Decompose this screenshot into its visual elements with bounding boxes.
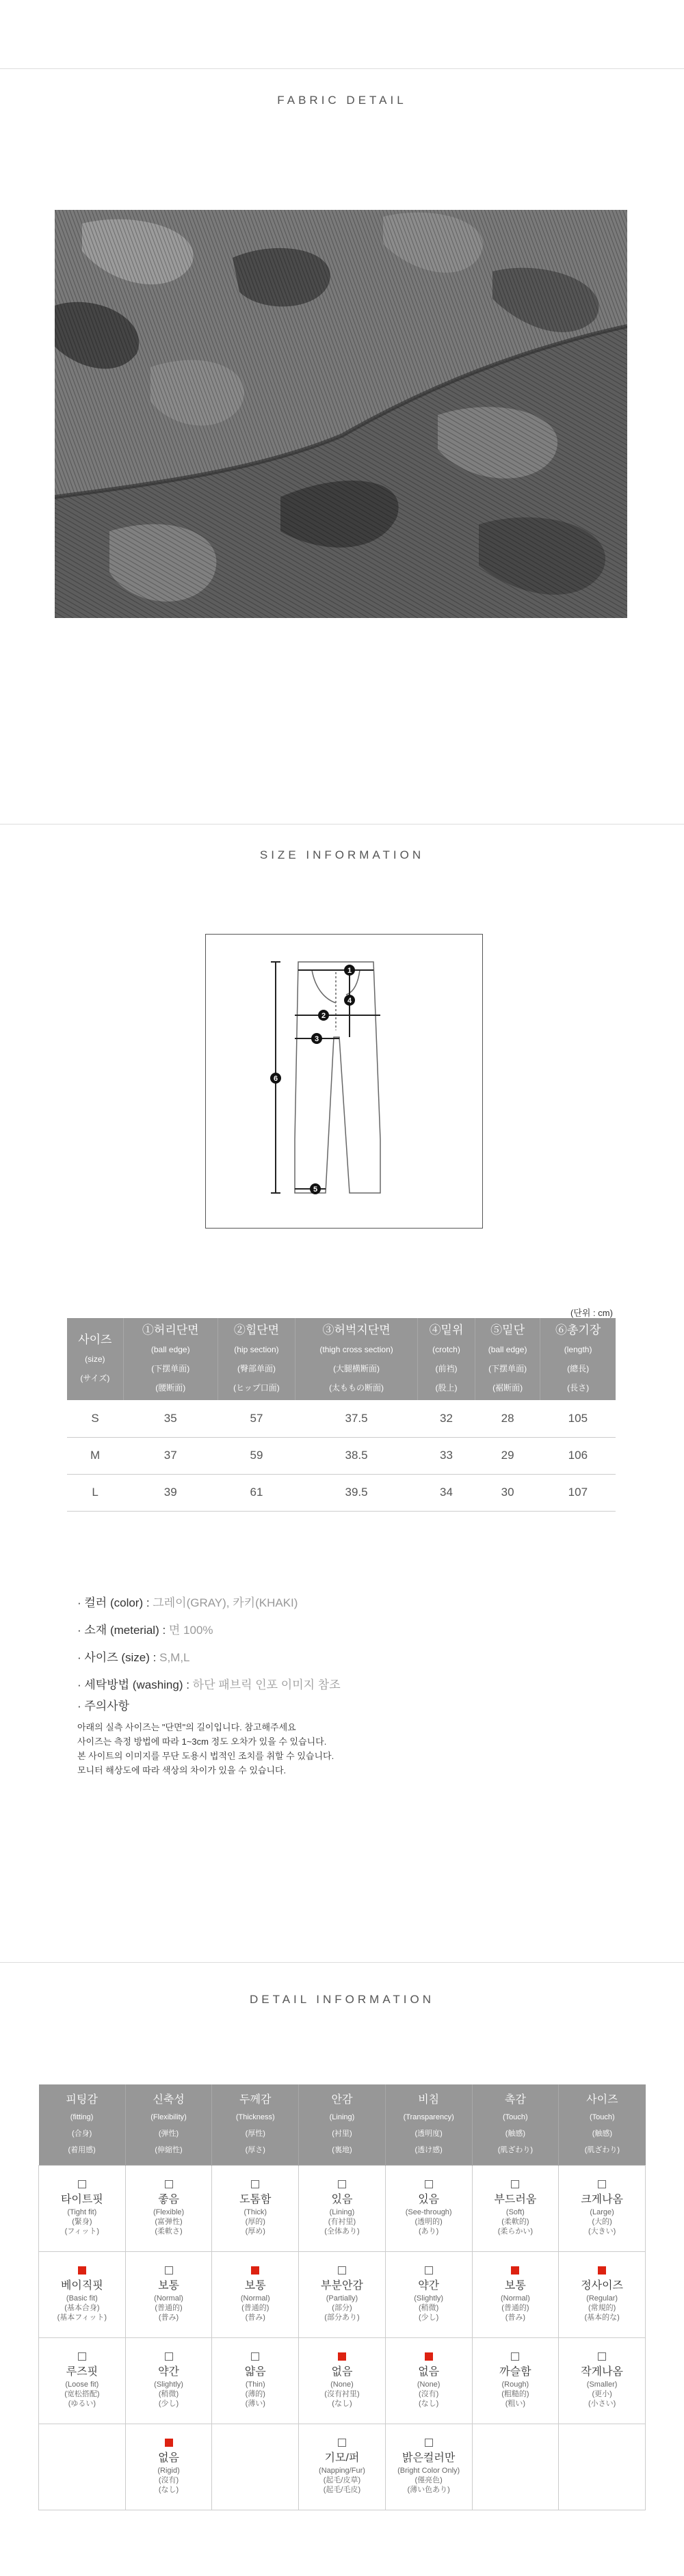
size-cell: 33 <box>418 1437 475 1474</box>
option-sublabel: (厚的) <box>245 2218 265 2226</box>
option-label: 보통 <box>158 2280 180 2292</box>
detail-option-cell <box>385 2337 472 2424</box>
option-label: 루즈핏 <box>66 2366 98 2378</box>
size-header-cell: 사이즈 (size) (サイズ) <box>67 1318 123 1400</box>
size-cell: 59 <box>218 1437 295 1474</box>
option-sublabel: (普み) <box>158 2313 179 2322</box>
option-label: 보통 <box>244 2280 266 2292</box>
table-row <box>67 1437 616 1474</box>
option-sublabel: (緊身) <box>72 2218 92 2226</box>
option-label: 타이트핏 <box>60 2194 103 2205</box>
detail-option-cell <box>299 2424 386 2510</box>
size-header-cell: ⑥총기장 (length) (總長) (長さ) <box>540 1318 616 1400</box>
option-label: 부분안감 <box>321 2280 363 2292</box>
fabric-detail-title: FABRIC DETAIL <box>277 94 407 107</box>
fabric-photo <box>55 210 627 618</box>
option-sublabel: (Partially) <box>326 2294 358 2303</box>
option-sublabel: (Slightly) <box>414 2294 444 2303</box>
option-sublabel: (普み) <box>505 2313 526 2322</box>
option-label: 있음 <box>418 2194 440 2205</box>
checked-box-icon <box>511 2266 519 2275</box>
unchecked-box-icon <box>338 2439 346 2447</box>
unchecked-box-icon <box>251 2352 259 2361</box>
marker-6: 6 <box>273 1075 278 1083</box>
option-label: 까슬함 <box>499 2366 531 2378</box>
option-sublabel: (普通的) <box>155 2304 183 2312</box>
detail-option-cell <box>39 2251 126 2337</box>
top-divider <box>0 68 684 69</box>
table-row <box>39 2165 646 2251</box>
detail-table-header <box>39 2084 646 2165</box>
size-table-header <box>67 1318 616 1400</box>
option-sublabel: (基本合身) <box>64 2304 100 2312</box>
detail-table <box>38 2084 646 2510</box>
option-sublabel: (基本フィット) <box>57 2313 107 2322</box>
table-row <box>39 2251 646 2337</box>
info-material: · 소재 (meterial) : 면 100% <box>77 1624 213 1637</box>
option-label: 없음 <box>331 2366 353 2378</box>
unchecked-box-icon <box>165 2266 173 2275</box>
notice-line: 사이즈는 측정 방법에 따라 1~3cm 정도 오차가 있을 수 있습니다. <box>77 1736 327 1747</box>
unchecked-box-icon <box>78 2180 86 2188</box>
detail-header-cell: 비침 (Transparency) (透明度) (透け感) <box>385 2084 472 2165</box>
detail-option-cell <box>559 2337 646 2424</box>
option-sublabel: (None) <box>417 2380 440 2389</box>
detail-option-cell <box>39 2165 126 2251</box>
option-sublabel: (柔軟的) <box>501 2218 529 2226</box>
option-sublabel: (Thick) <box>244 2208 267 2216</box>
info-size: · 사이즈 (size) : S,M,L <box>77 1651 190 1664</box>
detail-option-cell <box>125 2424 212 2510</box>
size-cell: S <box>67 1400 123 1437</box>
option-sublabel: (更小) <box>592 2390 612 2398</box>
table-row <box>39 2424 646 2510</box>
option-sublabel: (富弹性) <box>155 2218 183 2226</box>
pants-outline <box>206 935 482 1228</box>
pants-measurement-diagram <box>205 934 483 1229</box>
option-sublabel: (柔軟さ) <box>155 2227 183 2236</box>
notice-title: · 주의사항 <box>77 1700 130 1713</box>
option-sublabel: (あり) <box>419 2227 439 2236</box>
option-label: 얇음 <box>244 2366 266 2378</box>
unchecked-box-icon <box>338 2266 346 2275</box>
option-sublabel: (普通的) <box>501 2304 529 2312</box>
size-cell: 105 <box>540 1400 616 1437</box>
option-sublabel: (Large) <box>590 2208 614 2216</box>
option-sublabel: (常規的) <box>588 2304 616 2312</box>
option-sublabel: (起毛/毛皮) <box>323 2486 361 2494</box>
option-sublabel: (Lining) <box>329 2208 355 2216</box>
size-cell: 28 <box>475 1400 540 1437</box>
detail-option-cell <box>212 2424 299 2510</box>
detail-option-cell <box>472 2337 559 2424</box>
detail-option-cell <box>125 2337 212 2424</box>
size-cell: 37 <box>123 1437 218 1474</box>
option-sublabel: (稍微) <box>158 2390 179 2398</box>
checked-box-icon <box>598 2266 606 2275</box>
detail-option-cell <box>299 2165 386 2251</box>
marker-5: 5 <box>313 1185 318 1194</box>
table-row <box>67 1400 616 1437</box>
unchecked-box-icon <box>598 2180 606 2188</box>
option-sublabel: (Basic fit) <box>66 2294 98 2303</box>
option-sublabel: (Rigid) <box>157 2467 180 2475</box>
option-sublabel: (Flexible) <box>153 2208 185 2216</box>
unit-label: (단위 : cm) <box>570 1308 613 1318</box>
size-cell: 29 <box>475 1437 540 1474</box>
option-sublabel: (なし) <box>158 2486 179 2494</box>
table-row <box>39 2337 646 2424</box>
option-sublabel: (沒有) <box>158 2476 179 2484</box>
option-sublabel: (宽松搭配) <box>64 2390 100 2398</box>
option-label: 약간 <box>158 2366 180 2378</box>
detail-option-cell <box>472 2165 559 2251</box>
option-sublabel: (僅亮色) <box>415 2476 443 2484</box>
section-divider <box>0 1962 684 1963</box>
marker-2: 2 <box>321 1012 326 1020</box>
detail-option-cell <box>212 2337 299 2424</box>
table-row <box>67 1474 616 1511</box>
option-sublabel: (ゆるい) <box>68 2400 96 2408</box>
detail-option-cell <box>125 2251 212 2337</box>
notice-line: 모니터 해상도에 따라 색상의 차이가 있을 수 있습니다. <box>77 1765 287 1775</box>
unchecked-box-icon <box>511 2180 519 2188</box>
option-sublabel: (沒有) <box>419 2390 439 2398</box>
detail-option-cell <box>39 2424 126 2510</box>
size-cell: 37.5 <box>295 1400 418 1437</box>
info-washing: · 세탁방법 (washing) : 하단 패브릭 인포 이미지 참조 <box>77 1678 341 1691</box>
detail-header-cell: 두께감 (Thickness) (厚性) (厚さ) <box>212 2084 299 2165</box>
option-sublabel: (小さい) <box>588 2400 616 2408</box>
option-label: 보통 <box>504 2280 526 2292</box>
size-cell: 106 <box>540 1437 616 1474</box>
detail-information-title: DETAIL INFORMATION <box>249 1993 435 2006</box>
option-sublabel: (Normal) <box>240 2294 270 2303</box>
unchecked-box-icon <box>425 2266 433 2275</box>
option-sublabel: (Smaller) <box>586 2380 618 2389</box>
detail-header-cell: 신축성 (Flexibility) (弹性) (伸縮性) <box>125 2084 212 2165</box>
detail-option-cell <box>299 2337 386 2424</box>
detail-header-cell: 촉감 (Touch) (触感) (肌ざわり) <box>472 2084 559 2165</box>
detail-option-cell <box>212 2251 299 2337</box>
size-header-cell: ②힙단면 (hip section) (臀部单面) (ヒップ口面) <box>218 1318 295 1400</box>
option-sublabel: (薄い) <box>245 2400 265 2408</box>
option-sublabel: (有衬里) <box>328 2218 356 2226</box>
option-sublabel: (フィット) <box>64 2227 100 2236</box>
size-header-cell: ⑤밑단 (ball edge) (下摆单面) (裾断面) <box>475 1318 540 1400</box>
size-cell: 57 <box>218 1400 295 1437</box>
option-label: 밝은컬러만 <box>402 2452 456 2464</box>
option-label: 없음 <box>418 2366 440 2378</box>
size-table <box>67 1318 616 1512</box>
option-sublabel: (沒有衬里) <box>324 2390 360 2398</box>
size-cell: 38.5 <box>295 1437 418 1474</box>
option-sublabel: (Napping/Fur) <box>319 2467 365 2475</box>
info-color: · 컬러 (color) : 그레이(GRAY), 카키(KHAKI) <box>77 1596 298 1609</box>
detail-header-cell: 안감 (Lining) (衬里) (裏地) <box>299 2084 386 2165</box>
unchecked-box-icon <box>165 2180 173 2188</box>
option-label: 있음 <box>331 2194 353 2205</box>
detail-option-cell <box>385 2165 472 2251</box>
checked-box-icon <box>338 2352 346 2361</box>
option-sublabel: (全体あり) <box>324 2227 360 2236</box>
option-sublabel: (厚め) <box>245 2227 265 2236</box>
notice-line: 본 사이트의 이미지를 무단 도용시 법적인 조치를 취할 수 있습니다. <box>77 1751 334 1761</box>
detail-option-cell <box>559 2165 646 2251</box>
marker-4: 4 <box>347 997 352 1005</box>
unchecked-box-icon <box>511 2352 519 2361</box>
option-sublabel: (Slightly) <box>154 2380 183 2389</box>
detail-option-cell <box>212 2165 299 2251</box>
size-cell: 35 <box>123 1400 218 1437</box>
option-label: 기모/퍼 <box>324 2452 360 2464</box>
option-label: 좋음 <box>158 2194 180 2205</box>
option-sublabel: (柔らかい) <box>497 2227 534 2236</box>
option-label: 정사이즈 <box>581 2280 624 2292</box>
notice-block <box>77 1696 334 1777</box>
option-sublabel: (See-through) <box>405 2208 452 2216</box>
size-cell: 30 <box>475 1474 540 1511</box>
size-cell: M <box>67 1437 123 1474</box>
detail-option-cell <box>385 2251 472 2337</box>
option-sublabel: (稍微) <box>419 2304 439 2312</box>
detail-header-cell: 피팅감 (fitting) (合身) (着用感) <box>39 2084 126 2165</box>
option-label: 도톰함 <box>239 2194 272 2205</box>
option-sublabel: (None) <box>330 2380 354 2389</box>
detail-option-cell <box>559 2251 646 2337</box>
option-label: 없음 <box>158 2452 180 2464</box>
option-label: 베이직핏 <box>60 2280 103 2292</box>
fabric-camo-texture <box>55 210 627 618</box>
option-sublabel: (Loose fit) <box>65 2380 99 2389</box>
option-sublabel: (少し) <box>419 2313 439 2322</box>
option-label: 작게나옴 <box>581 2366 624 2378</box>
option-label: 부드러움 <box>494 2194 537 2205</box>
option-sublabel: (粗い) <box>505 2400 526 2408</box>
size-cell: 34 <box>418 1474 475 1511</box>
option-sublabel: (Regular) <box>586 2294 618 2303</box>
unchecked-box-icon <box>78 2352 86 2361</box>
option-sublabel: (粗糙的) <box>501 2390 529 2398</box>
option-sublabel: (Rough) <box>501 2380 529 2389</box>
option-sublabel: (大的) <box>592 2218 612 2226</box>
option-sublabel: (Thin) <box>245 2380 265 2389</box>
detail-option-cell <box>559 2424 646 2510</box>
unchecked-box-icon <box>251 2180 259 2188</box>
size-header-cell: ①허리단면 (ball edge) (下摆单面) (腰断面) <box>123 1318 218 1400</box>
option-sublabel: (なし) <box>332 2400 352 2408</box>
option-sublabel: (起毛/皮草) <box>323 2476 361 2484</box>
option-sublabel: (なし) <box>419 2400 439 2408</box>
detail-option-cell <box>385 2424 472 2510</box>
option-label: 크게나옴 <box>581 2194 624 2205</box>
size-header-cell: ④밑위 (crotch) (前裆) (股上) <box>418 1318 475 1400</box>
unchecked-box-icon <box>165 2352 173 2361</box>
option-sublabel: (部分) <box>332 2304 352 2312</box>
detail-option-cell <box>125 2165 212 2251</box>
size-cell: L <box>67 1474 123 1511</box>
size-cell: 39.5 <box>295 1474 418 1511</box>
option-sublabel: (薄い色あり) <box>407 2486 450 2494</box>
size-cell: 61 <box>218 1474 295 1511</box>
option-sublabel: (薄的) <box>245 2390 265 2398</box>
checked-box-icon <box>78 2266 86 2275</box>
unchecked-box-icon <box>425 2439 433 2447</box>
option-sublabel: (Normal) <box>500 2294 530 2303</box>
marker-1: 1 <box>347 967 352 975</box>
detail-option-cell <box>472 2251 559 2337</box>
option-sublabel: (部分あり) <box>324 2313 360 2322</box>
unchecked-box-icon <box>598 2352 606 2361</box>
checked-box-icon <box>425 2352 433 2361</box>
option-sublabel: (基本的な) <box>584 2313 620 2322</box>
detail-option-cell <box>39 2337 126 2424</box>
unchecked-box-icon <box>338 2180 346 2188</box>
product-info-list <box>77 1589 341 1699</box>
option-sublabel: (透明的) <box>415 2218 443 2226</box>
size-header-cell: ③허벅지단면 (thigh cross section) (大腿横断面) (太ももの断面) <box>295 1318 418 1400</box>
option-sublabel: (Tight fit) <box>67 2208 97 2216</box>
checked-box-icon <box>165 2439 173 2447</box>
unchecked-box-icon <box>425 2180 433 2188</box>
checked-box-icon <box>251 2266 259 2275</box>
option-sublabel: (Normal) <box>154 2294 183 2303</box>
detail-header-cell: 사이즈 (Touch) (触感) (肌ざわり) <box>559 2084 646 2165</box>
option-sublabel: (普み) <box>245 2313 265 2322</box>
option-sublabel: (Soft) <box>505 2208 525 2216</box>
option-sublabel: (大きい) <box>588 2227 616 2236</box>
size-information-title: SIZE INFORMATION <box>259 848 425 861</box>
notice-line: 아래의 실측 사이즈는 "단면"의 길이입니다. 참고해주세요 <box>77 1722 296 1732</box>
size-cell: 107 <box>540 1474 616 1511</box>
option-sublabel: (Bright Color Only) <box>397 2467 460 2475</box>
detail-option-cell <box>472 2424 559 2510</box>
option-sublabel: (少し) <box>158 2400 179 2408</box>
option-sublabel: (普通的) <box>241 2304 269 2312</box>
detail-option-cell <box>299 2251 386 2337</box>
option-label: 약간 <box>418 2280 440 2292</box>
size-cell: 39 <box>123 1474 218 1511</box>
size-cell: 32 <box>418 1400 475 1437</box>
marker-3: 3 <box>314 1035 319 1043</box>
